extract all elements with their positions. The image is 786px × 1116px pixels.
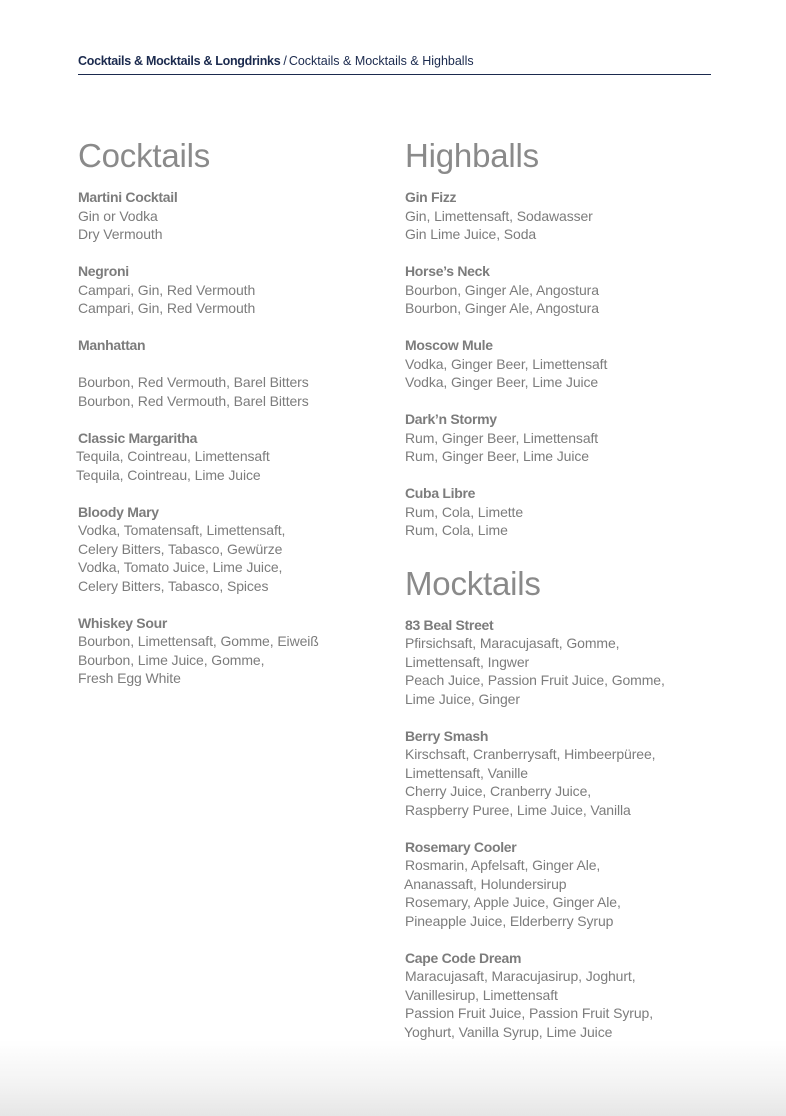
drink-ingredients: Lime Juice, Ginger xyxy=(405,690,520,707)
drink-item xyxy=(405,336,715,392)
drink-name: Gin Fizz xyxy=(405,189,457,205)
drink-ingredients: Gin, Limettensaft, Sodawasser xyxy=(405,207,593,224)
drink-ingredients: Pfirsichsaft, Maracujasaft, Gomme, xyxy=(405,635,620,651)
drink-name: Classic Margaritha xyxy=(78,429,198,446)
drink-ingredients: Raspberry Puree, Lime Juice, Vanilla xyxy=(405,801,631,818)
drink-item xyxy=(405,262,715,318)
drink-ingredients: Peach Juice, Passion Fruit Juice, Gomme, xyxy=(405,672,665,688)
drink-name: Berry Smash xyxy=(405,727,489,744)
drink-ingredients: Fresh Egg White xyxy=(78,670,181,686)
drink-name: Bloody Mary xyxy=(78,503,159,520)
drink-name: Cape Code Dream xyxy=(405,949,522,966)
breadcrumb-header xyxy=(78,54,711,75)
drink-ingredients: Yoghurt, Vanilla Syrup, Lime Juice xyxy=(404,1023,613,1040)
drink-ingredients: Bourbon, Lime Juice, Gomme, xyxy=(78,651,265,668)
drink-ingredients: Bourbon, Red Vermouth, Barel Bitters xyxy=(78,374,309,390)
drink-ingredients: Tequila, Cointreau, Lime Juice xyxy=(76,466,261,483)
drink-ingredients: Tequila, Cointreau, Limettensaft xyxy=(76,448,270,464)
drink-ingredients: Vodka, Tomatensaft, Limettensaft, xyxy=(78,522,286,538)
drink-ingredients: Bourbon, Ginger Ale, Angostura xyxy=(405,281,599,298)
drink-ingredients: Celery Bitters, Tabasco, Spices xyxy=(78,577,269,594)
drink-ingredients: Limettensaft, Ingwer xyxy=(405,653,530,670)
drink-item xyxy=(405,727,715,820)
drink-name: Whiskey Sour xyxy=(78,614,167,631)
drink-ingredients: Rum, Ginger Beer, Limettensaft xyxy=(405,429,599,446)
drink-ingredients: Rum, Cola, Lime xyxy=(405,522,508,538)
drink-item xyxy=(78,503,378,596)
drink-ingredients: Celery Bitters, Tabasco, Gewürze xyxy=(78,540,283,557)
section-title-cocktails: Cocktails xyxy=(78,137,211,174)
highballs-mocktails-column xyxy=(405,136,715,1060)
drink-ingredients: Passion Fruit Juice, Passion Fruit Syrup, xyxy=(405,1005,653,1021)
drink-name: 83 Beal Street xyxy=(405,616,494,633)
section-title-mocktails: Mocktails xyxy=(405,564,541,602)
drink-item xyxy=(405,410,715,466)
drink-item xyxy=(78,262,378,318)
breadcrumb-primary: Cocktails & Mocktails & Longdrinks xyxy=(78,54,281,68)
drink-item xyxy=(405,484,715,540)
drink-ingredients: Bourbon, Red Vermouth, Barel Bitters xyxy=(78,392,309,409)
drink-ingredients: Campari, Gin, Red Vermouth xyxy=(78,281,256,298)
drink-item xyxy=(405,838,715,931)
drink-name: Moscow Mule xyxy=(405,337,493,353)
drink-ingredients: Bourbon, Ginger Ale, Angostura xyxy=(405,300,599,316)
drink-name: Rosemary Cooler xyxy=(405,838,517,855)
drink-ingredients: Dry Vermouth xyxy=(78,226,163,242)
drink-ingredients: Ananassaft, Holundersirup xyxy=(404,875,567,892)
drink-name: Dark’n Stormy xyxy=(405,411,497,427)
breadcrumb-separator: / xyxy=(283,54,287,68)
drink-name: Negroni xyxy=(78,263,129,279)
drink-ingredients: Rum, Ginger Beer, Lime Juice xyxy=(405,448,589,464)
drink-item xyxy=(78,614,378,688)
breadcrumb-secondary: Cocktails & Mocktails & Highballs xyxy=(288,54,474,68)
drink-ingredients: Pineapple Juice, Elderberry Syrup xyxy=(405,912,614,929)
drink-ingredients: Rosmarin, Apfelsaft, Ginger Ale, xyxy=(405,857,601,873)
drink-item xyxy=(405,616,715,709)
cocktails-column xyxy=(78,136,378,706)
drink-ingredients: Cherry Juice, Cranberry Juice, xyxy=(405,783,592,799)
drink-ingredients: Vodka, Tomato Juice, Lime Juice, xyxy=(78,559,283,575)
drink-name: Cuba Libre xyxy=(405,485,476,501)
drink-ingredients: Vodka, Ginger Beer, Limettensaft xyxy=(405,355,608,372)
drink-ingredients: Kirschsaft, Cranberrysaft, Himbeerpüree, xyxy=(405,746,656,762)
drink-ingredients: Vanillesirup, Limettensaft xyxy=(405,986,558,1003)
blank-line xyxy=(78,355,378,374)
drink-ingredients: Rosemary, Apple Juice, Ginger Ale, xyxy=(405,894,621,910)
drink-name: Martini Cocktail xyxy=(78,189,178,205)
drink-item xyxy=(78,336,378,410)
drink-item xyxy=(78,429,378,485)
section-title-highballs: Highballs xyxy=(405,137,539,174)
drink-ingredients: Vodka, Ginger Beer, Lime Juice xyxy=(405,374,599,390)
drink-ingredients: Maracujasaft, Maracujasirup, Joghurt, xyxy=(405,968,636,984)
drink-item xyxy=(78,188,378,244)
drink-name: Horse’s Neck xyxy=(405,263,490,279)
drink-item xyxy=(405,188,715,244)
drink-ingredients: Campari, Gin, Red Vermouth xyxy=(78,300,256,316)
drink-ingredients: Limettensaft, Vanille xyxy=(405,764,528,781)
drink-ingredients: Bourbon, Limettensaft, Gomme, Eiweiß xyxy=(78,633,319,649)
drink-ingredients: Gin or Vodka xyxy=(78,207,158,224)
drink-ingredients: Rum, Cola, Limette xyxy=(405,503,524,520)
drink-item xyxy=(405,949,715,1042)
drink-name: Manhattan xyxy=(78,337,146,353)
drink-ingredients: Gin Lime Juice, Soda xyxy=(405,226,537,242)
